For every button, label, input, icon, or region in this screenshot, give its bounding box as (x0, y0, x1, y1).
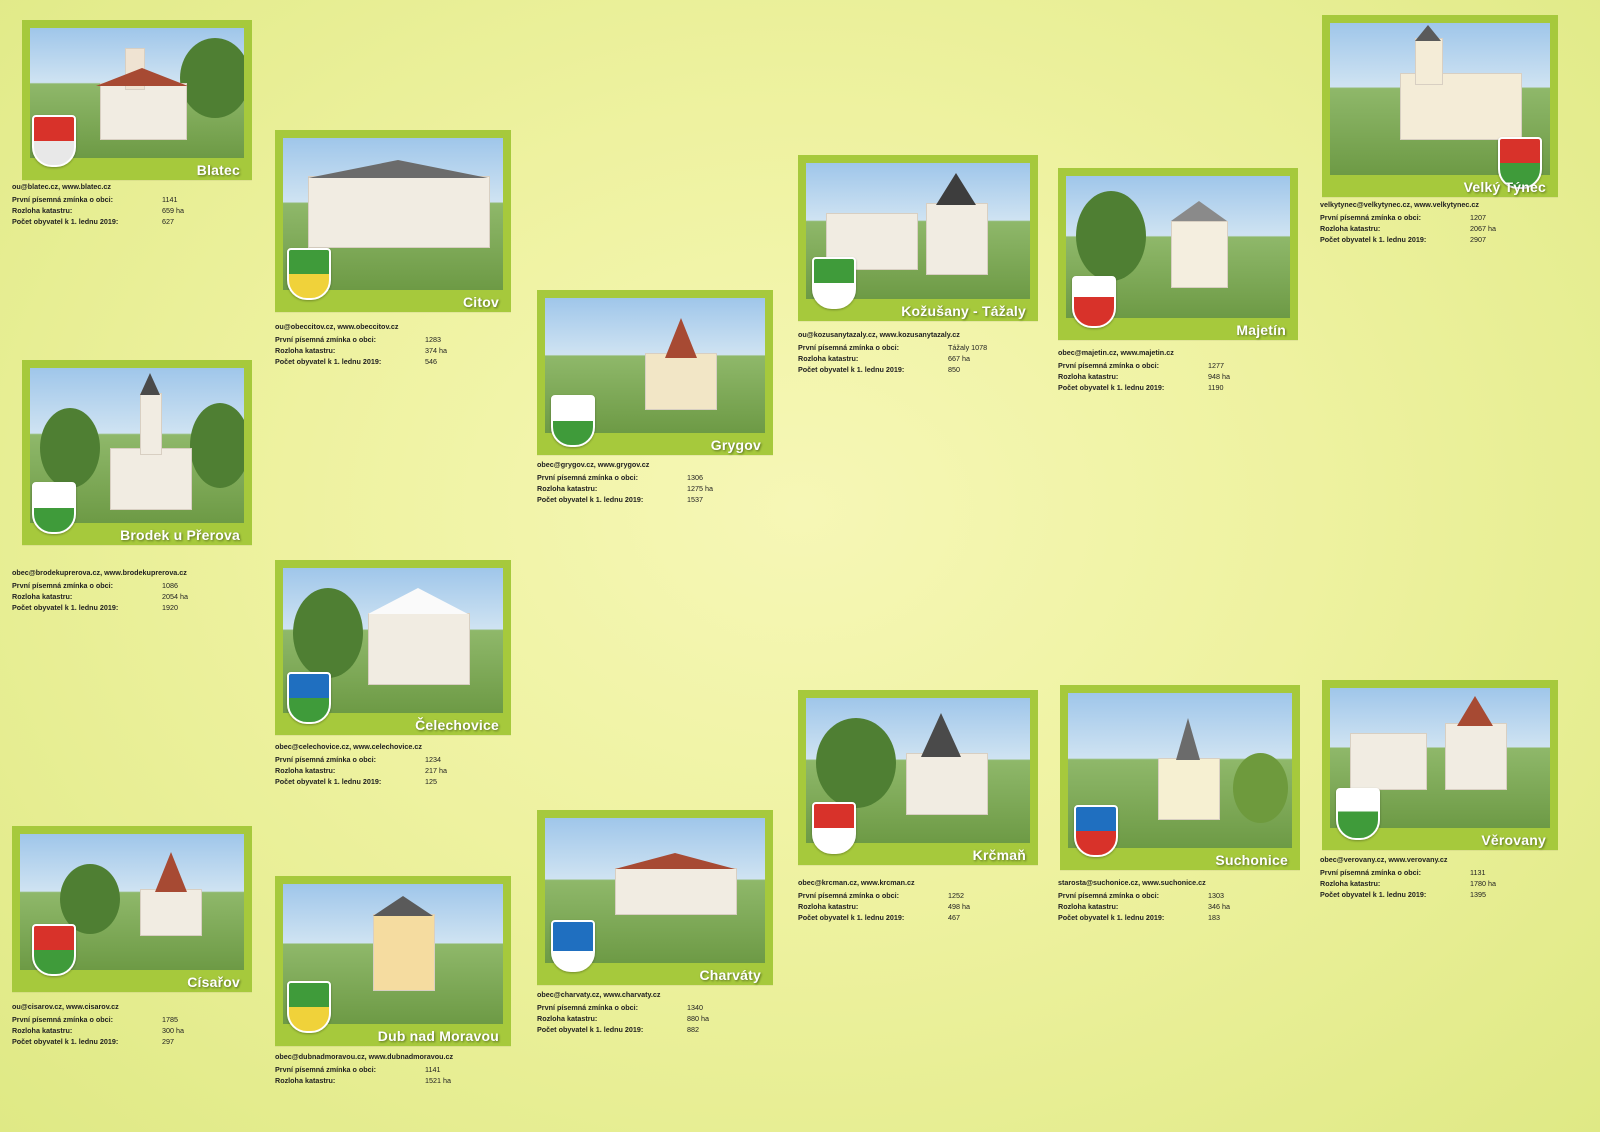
coat-of-arms-icon (32, 115, 76, 167)
first-mention-label: První písemná zmínka o obci: (798, 343, 900, 352)
population-label: Počet obyvatel k 1. lednu 2019: (1058, 913, 1165, 922)
village-info-kozusany (798, 330, 1038, 376)
area-label: Rozloha katastru: (12, 1026, 73, 1035)
village-name: Dub nad Moravou (377, 1028, 499, 1044)
village-info-citov (275, 322, 515, 368)
village-link[interactable]: obec@dubnadmoravou.cz, www.dubnadmoravou.cz (275, 1052, 454, 1061)
first-mention-value: 1086 (162, 581, 178, 590)
area-label: Rozloha katastru: (1320, 224, 1381, 233)
village-name: Císařov (187, 974, 240, 990)
photo-card-suchonice (1060, 685, 1300, 870)
population-label: Počet obyvatel k 1. lednu 2019: (12, 217, 119, 226)
coat-of-arms-icon (812, 802, 856, 854)
area-label: Rozloha katastru: (798, 354, 859, 363)
population-value: 546 (425, 357, 437, 366)
area-value: 659 ha (162, 206, 184, 215)
village-link[interactable]: obec@charvaty.cz, www.charvaty.cz (537, 990, 661, 999)
area-value: 2054 ha (162, 592, 188, 601)
photo-card-krcman (798, 690, 1038, 865)
first-mention-label: První písemná zmínka o obci: (537, 473, 639, 482)
population-label: Počet obyvatel k 1. lednu 2019: (537, 495, 644, 504)
population-label: Počet obyvatel k 1. lednu 2019: (12, 603, 119, 612)
population-value: 1537 (687, 495, 703, 504)
coat-of-arms-icon (551, 395, 595, 447)
population-label: Počet obyvatel k 1. lednu 2019: (1320, 890, 1427, 899)
area-value: 667 ha (948, 354, 970, 363)
area-value: 1275 ha (687, 484, 713, 493)
village-info-suchonice (1058, 878, 1298, 924)
first-mention-label: První písemná zmínka o obci: (275, 1065, 377, 1074)
photo-card-verovany (1322, 680, 1558, 850)
coat-of-arms-icon (1336, 788, 1380, 840)
village-info-majetin (1058, 348, 1298, 394)
first-mention-value: 1252 (948, 891, 964, 900)
village-name: Suchonice (1215, 852, 1288, 868)
area-label: Rozloha katastru: (12, 592, 73, 601)
area-label: Rozloha katastru: (1058, 372, 1119, 381)
photo-card-majetin (1058, 168, 1298, 340)
population-value: 183 (1208, 913, 1220, 922)
village-link[interactable]: ou@cisarov.cz, www.cisarov.cz (12, 1002, 119, 1011)
photo-card-cisarov (12, 826, 252, 992)
population-label: Počet obyvatel k 1. lednu 2019: (1058, 383, 1165, 392)
photo-card-brodek (22, 360, 252, 545)
photo-card-grygov (537, 290, 773, 455)
village-info-grygov (537, 460, 777, 506)
population-value: 125 (425, 777, 437, 786)
population-label: Počet obyvatel k 1. lednu 2019: (275, 357, 382, 366)
population-label: Počet obyvatel k 1. lednu 2019: (12, 1037, 119, 1046)
first-mention-label: První písemná zmínka o obci: (1320, 213, 1422, 222)
village-info-verovany (1320, 855, 1560, 901)
village-name: Charváty (699, 967, 761, 983)
coat-of-arms-icon (287, 248, 331, 300)
first-mention-label: První písemná zmínka o obci: (1320, 868, 1422, 877)
area-label: Rozloha katastru: (1058, 902, 1119, 911)
area-value: 1521 ha (425, 1076, 451, 1085)
village-info-brodek (12, 568, 252, 614)
village-name: Krčmaň (972, 847, 1026, 863)
population-label: Počet obyvatel k 1. lednu 2019: (537, 1025, 644, 1034)
area-value: 217 ha (425, 766, 447, 775)
first-mention-value: 1277 (1208, 361, 1224, 370)
village-name: Citov (463, 294, 499, 310)
photo-card-velky-tynec (1322, 15, 1558, 197)
village-info-blatec (12, 182, 252, 228)
village-info-charvaty (537, 990, 777, 1036)
population-value: 1920 (162, 603, 178, 612)
village-link[interactable]: ou@obeccitov.cz, www.obeccitov.cz (275, 322, 399, 331)
first-mention-label: První písemná zmínka o obci: (275, 335, 377, 344)
coat-of-arms-icon (551, 920, 595, 972)
village-link[interactable]: velkytynec@velkytynec.cz, www.velkytynec.cz (1320, 200, 1479, 209)
area-label: Rozloha katastru: (798, 902, 859, 911)
population-value: 1190 (1208, 383, 1224, 392)
area-value: 346 ha (1208, 902, 1230, 911)
photo-card-celechovice (275, 560, 511, 735)
area-value: 2067 ha (1470, 224, 1496, 233)
first-mention-value: 1141 (162, 195, 178, 204)
population-label: Počet obyvatel k 1. lednu 2019: (275, 777, 382, 786)
area-label: Rozloha katastru: (1320, 879, 1381, 888)
village-name: Kožušany - Tážaly (901, 303, 1026, 319)
village-name: Velký Týnec (1463, 179, 1546, 195)
village-name: Brodek u Přerova (120, 527, 240, 543)
area-label: Rozloha katastru: (275, 1076, 336, 1085)
village-name: Majetín (1236, 322, 1286, 338)
first-mention-label: První písemná zmínka o obci: (1058, 361, 1160, 370)
coat-of-arms-icon (287, 981, 331, 1033)
village-info-krcman (798, 878, 1038, 924)
village-info-celechovice (275, 742, 515, 788)
village-info-dub (275, 1052, 515, 1087)
area-value: 880 ha (687, 1014, 709, 1023)
photo-card-charvaty (537, 810, 773, 985)
first-mention-value: 1306 (687, 473, 703, 482)
population-value: 627 (162, 217, 174, 226)
photo-card-dub (275, 876, 511, 1046)
coat-of-arms-icon (1074, 805, 1118, 857)
area-value: 498 ha (948, 902, 970, 911)
first-mention-value: 1340 (687, 1003, 703, 1012)
village-link[interactable]: ou@blatec.cz, www.blatec.cz (12, 182, 112, 191)
coat-of-arms-icon (32, 482, 76, 534)
area-value: 1780 ha (1470, 879, 1496, 888)
area-value: 300 ha (162, 1026, 184, 1035)
village-link[interactable]: obec@brodekuprerova.cz, www.brodekuprerova.cz (12, 568, 187, 577)
first-mention-value: 1207 (1470, 213, 1486, 222)
population-label: Počet obyvatel k 1. lednu 2019: (798, 913, 905, 922)
first-mention-value: 1785 (162, 1015, 178, 1024)
village-link[interactable]: obec@celechovice.cz, www.celechovice.cz (275, 742, 422, 751)
first-mention-label: První písemná zmínka o obci: (1058, 891, 1160, 900)
first-mention-value: 1131 (1470, 868, 1486, 877)
first-mention-label: První písemná zmínka o obci: (12, 581, 114, 590)
first-mention-value: 1141 (425, 1065, 441, 1074)
population-value: 1395 (1470, 890, 1486, 899)
coat-of-arms-icon (1072, 276, 1116, 328)
first-mention-label: První písemná zmínka o obci: (275, 755, 377, 764)
first-mention-label: První písemná zmínka o obci: (537, 1003, 639, 1012)
population-label: Počet obyvatel k 1. lednu 2019: (1320, 235, 1427, 244)
area-label: Rozloha katastru: (537, 484, 598, 493)
village-link[interactable]: obec@grygov.cz, www.grygov.cz (537, 460, 650, 469)
first-mention-label: První písemná zmínka o obci: (798, 891, 900, 900)
area-value: 948 ha (1208, 372, 1230, 381)
population-label: Počet obyvatel k 1. lednu 2019: (798, 365, 905, 374)
first-mention-label: První písemná zmínka o obci: (12, 195, 114, 204)
village-link[interactable]: starosta@suchonice.cz, www.suchonice.cz (1058, 878, 1206, 887)
village-info-cisarov (12, 1002, 252, 1048)
area-label: Rozloha katastru: (275, 346, 336, 355)
population-value: 297 (162, 1037, 174, 1046)
village-info-velky-tynec (1320, 200, 1560, 246)
population-value: 467 (948, 913, 960, 922)
first-mention-value: 1283 (425, 335, 441, 344)
first-mention-value: 1234 (425, 755, 441, 764)
village-name: Věrovany (1481, 832, 1546, 848)
village-name: Čelechovice (415, 717, 499, 733)
village-name: Blatec (196, 162, 240, 178)
photo-card-kozusany (798, 155, 1038, 321)
first-mention-label: První písemná zmínka o obci: (12, 1015, 114, 1024)
coat-of-arms-icon (32, 924, 76, 976)
coat-of-arms-icon (812, 257, 856, 309)
village-link[interactable]: obec@verovany.cz, www.verovany.cz (1320, 855, 1448, 864)
first-mention-value: Tážaly 1078 (948, 343, 988, 352)
village-link[interactable]: obec@krcman.cz, www.krcman.cz (798, 878, 915, 887)
area-label: Rozloha katastru: (275, 766, 336, 775)
village-link[interactable]: obec@majetin.cz, www.majetin.cz (1058, 348, 1174, 357)
area-label: Rozloha katastru: (12, 206, 73, 215)
first-mention-value: 1303 (1208, 891, 1224, 900)
photo-card-blatec (22, 20, 252, 180)
population-value: 850 (948, 365, 960, 374)
population-value: 882 (687, 1025, 699, 1034)
population-value: 2907 (1470, 235, 1486, 244)
village-link[interactable]: ou@kozusanytazaly.cz, www.kozusanytazaly.cz (798, 330, 960, 339)
coat-of-arms-icon (287, 672, 331, 724)
area-value: 374 ha (425, 346, 447, 355)
area-label: Rozloha katastru: (537, 1014, 598, 1023)
photo-card-citov (275, 130, 511, 312)
village-name: Grygov (710, 437, 761, 453)
